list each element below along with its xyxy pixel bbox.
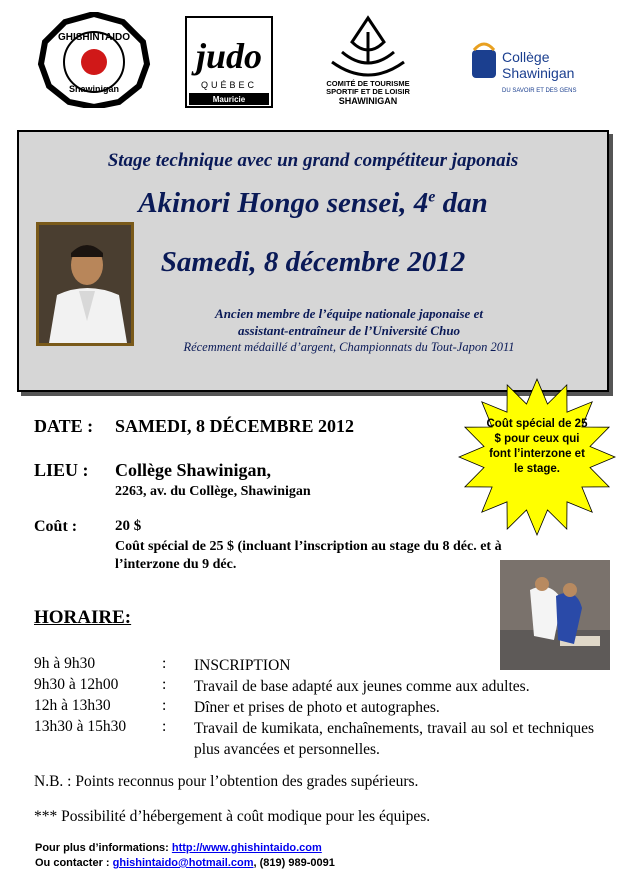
nb-note: N.B. : Points reconnus pour l’obtention des grades supérieurs.: [34, 773, 419, 790]
schedule-desc: Travail de kumikata, enchaînements, travail au sol et techniques plus avancées et personnelles.: [194, 720, 594, 758]
schedule-time: 9h à 9h30: [34, 655, 96, 672]
date-label: DATE :: [34, 416, 94, 436]
ghishintaido-city: Shawinigan: [68, 84, 120, 94]
comite-line2: SPORTIF ET DE LOISIR: [326, 87, 410, 96]
ghishintaido-logo: [35, 12, 153, 108]
sensei-photo: [36, 222, 134, 346]
schedule-desc: Travail de base adapté aux jeunes comme aux adultes.: [194, 678, 530, 695]
email-link[interactable]: ghishintaido@hotmail.com: [112, 857, 254, 869]
college-shawinigan-logo: [470, 38, 590, 100]
schedule-sep: :: [162, 655, 167, 672]
comite-line1: COMITÉ DE TOURISME: [326, 79, 410, 88]
judo-quebec-logo: [185, 16, 273, 108]
schedule-time: 9h30 à 12h00: [34, 676, 119, 693]
cout-label: Coût :: [34, 518, 78, 535]
lieu-value: Collège Shawinigan,: [115, 460, 272, 480]
footer-info: Pour plus d’informations: http://www.ghishintaido.com: [35, 842, 322, 854]
sensei-name: Akinori Hongo sensei, 4e dan: [138, 187, 488, 219]
schedule-sep: :: [162, 676, 167, 693]
cout-special-line2: l’interzone du 9 déc.: [115, 557, 237, 572]
lieu-address: 2263, av. du Collège, Shawinigan: [115, 484, 311, 499]
event-banner: [17, 130, 609, 392]
schedule-time: 12h à 13h30: [34, 697, 111, 714]
college-tagline: DU SAVOIR ET DES GENS: [502, 88, 577, 94]
cout-value: 20 $: [115, 518, 142, 534]
banner-date: Samedi, 8 décembre 2012: [160, 246, 466, 278]
footer-contact: Ou contacter : ghishintaido@hotmail.com, (819) 989-0091: [35, 857, 335, 869]
date-value: SAMEDI, 8 DÉCEMBRE 2012: [115, 416, 355, 436]
college-line1: Collège: [502, 49, 550, 65]
lieu-label: LIEU :: [34, 460, 89, 480]
lodging-note: *** Possibilité d’hébergement à coût modique pour les équipes.: [34, 808, 431, 825]
judo-province: QUÉBEC: [200, 80, 258, 90]
website-link[interactable]: http://www.ghishintaido.com: [171, 842, 322, 854]
schedule-time: 13h30 à 15h30: [34, 718, 127, 735]
ghishintaido-name: GHISHINTAIDO: [57, 32, 131, 43]
horaire-title: HORAIRE:: [34, 607, 132, 628]
judo-region: Mauricie: [212, 95, 246, 104]
banner-subtitle: Stage technique avec un grand compétiteur japonais: [107, 150, 519, 171]
special-price-text: Coût spécial de 25 $ pour ceux qui font l’interzone et le stage.: [486, 418, 588, 475]
schedule-desc: INSCRIPTION: [194, 657, 291, 674]
college-line2: Shawinigan: [502, 65, 575, 81]
comite-line3: SHAWINIGAN: [338, 96, 398, 106]
judo-action-photo: [500, 560, 610, 670]
sensei-description: Ancien membre de l’équipe nationale japonaise et assistant-entraîneur de l’Université Chuo Récemment médaillé d’argent, Championnats du Tout-Japon 2011: [183, 306, 515, 354]
schedule-desc: Dîner et prises de photo et autographes.: [194, 699, 440, 716]
judo-wordmark: judo: [195, 36, 263, 76]
schedule-sep: :: [162, 718, 167, 735]
comite-tourisme-logo: [312, 12, 424, 108]
schedule-sep: :: [162, 697, 167, 714]
cout-special-line1: Coût spécial de 25 $ (incluant l’inscription au stage du 8 déc. et à: [115, 539, 502, 554]
